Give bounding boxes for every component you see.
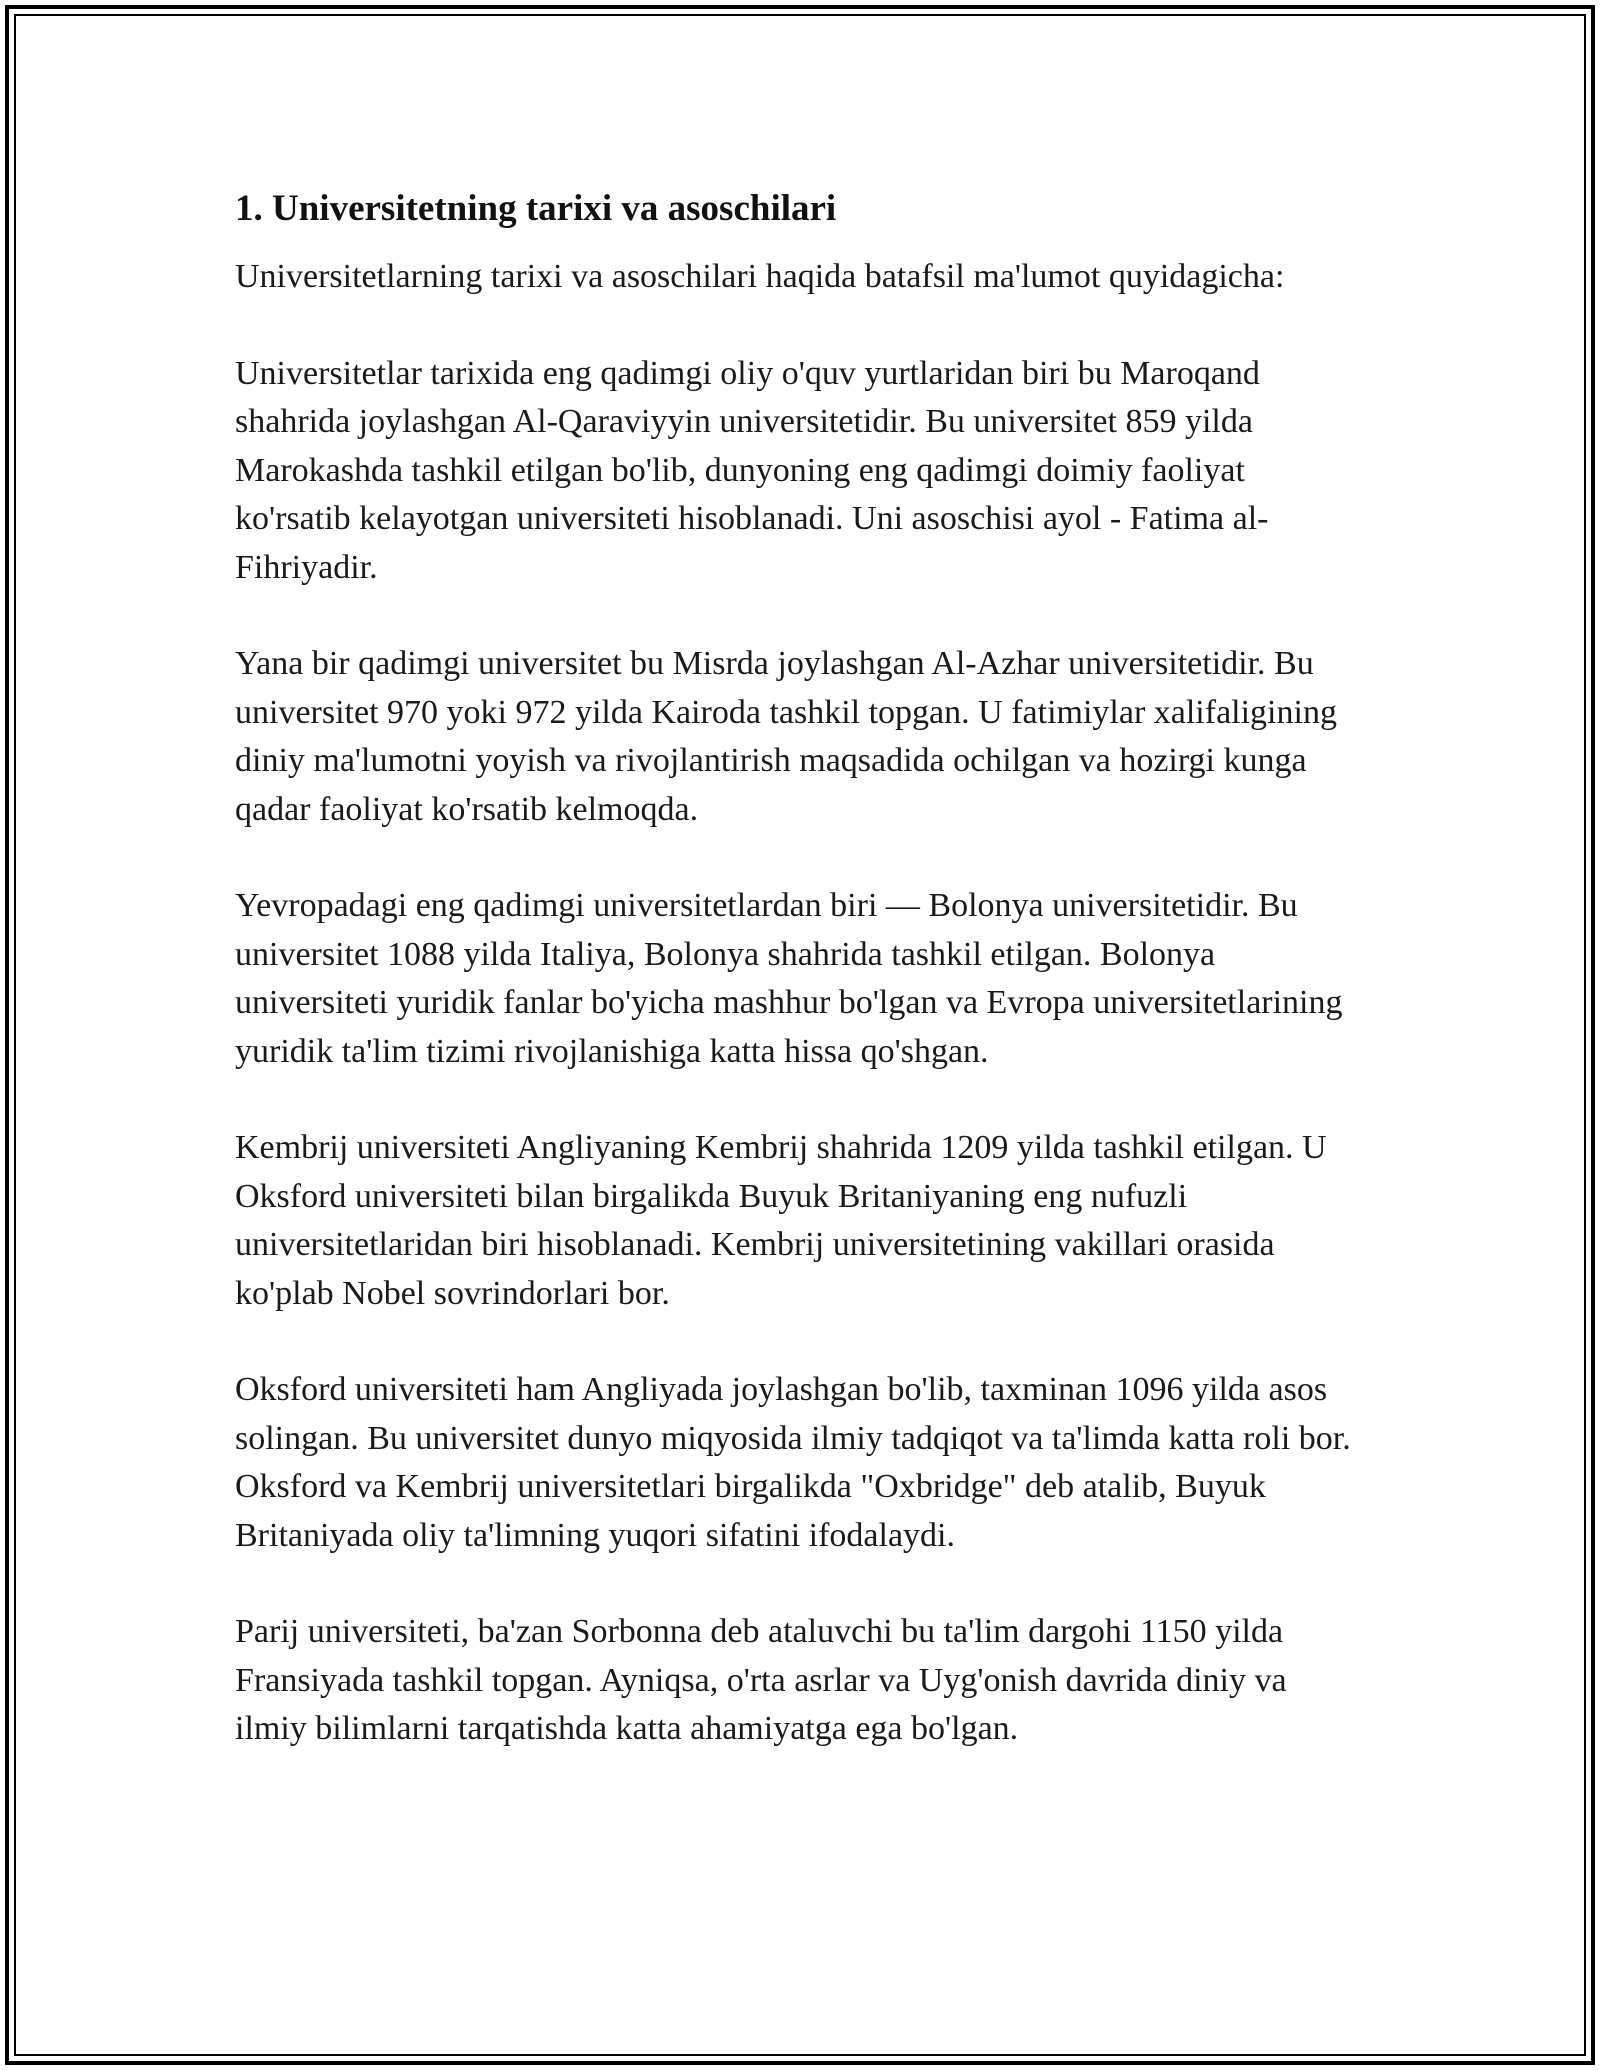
paragraph-bolonya: Yevropadagi eng qadimgi universitetlardan biri — Bolonya universitetidir. Bu universitet 1088 yilda Italiya, Bolonya shahrida tashkil etilgan. Bolonya universiteti yuridik fanlar bo'yicha mashhur bo'lgan va Evropa universitetlarining yuridik ta'lim tizimi rivojlanishiga katta hissa qo'shgan.: [235, 887, 1343, 1070]
paragraph-al-qaraviyyin: Universitetlar tarixida eng qadimgi oliy o'quv yurtlaridan biri bu Maroqand shahrida joylashgan Al-Qaraviyyin universitetidir. Bu universitet 859 yilda Marokashda tashkil etilgan bo'lib, dunyoning eng qadimgi doimiy faoliyat ko'rsatib kelayotgan universiteti hisoblanadi. Uni asoschisi ayol - Fatima al-Fihriyadir.: [235, 354, 1269, 586]
paragraph-kembrij: Kembrij universiteti Angliyaning Kembrij shahrida 1209 yilda tashkil etilgan. U Oksford universiteti bilan birgalikda Buyuk Britaniyaning eng nufuzli universitetlaridan biri hisoblanadi. Kembrij universitetining vakillari orasida ko'plab Nobel sovrindorlari bor.: [235, 1129, 1327, 1312]
paragraph-oksford: Oksford universiteti ham Angliyada joylashgan bo'lib, taxminan 1096 yilda asos solingan. Bu universitet dunyo miqyosida ilmiy tadqiqot va ta'limda katta roli bor. Oksford va Kembrij universitetlari birgalikda "Oxbridge" deb atalib, Buyuk Britaniyada oliy ta'limning yuqori sifatini ifodalaydi.: [235, 1371, 1351, 1554]
paragraph-parij: Parij universiteti, ba'zan Sorbonna deb ataluvchi bu ta'lim dargohi 1150 yilda Fransiyada tashkil topgan. Ayniqsa, o'rta asrlar va Uyg'onish davrida diniy va ilmiy bilimlarni tarqatishda katta ahamiyatga ega bo'lgan.: [235, 1613, 1287, 1747]
paragraph-al-azhar: Yana bir qadimgi universitet bu Misrda joylashgan Al-Azhar universitetidir. Bu universitet 970 yoki 972 yilda Kairoda tashkil topgan. U fatimiylar xalifaligining diniy ma'lumotni yoyish va rivojlantirish maqsadida ochilgan va hozirgi kunga qadar faoliyat ko'rsatib kelmoqda.: [235, 645, 1337, 828]
document-body: [235, 185, 1365, 1802]
paragraph-intro: Universitetlarning tarixi va asoschilari haqida batafsil ma'lumot quyidagicha:: [235, 258, 1285, 295]
section-heading: 1. Universitetning tarixi va asoschilari: [235, 188, 837, 229]
